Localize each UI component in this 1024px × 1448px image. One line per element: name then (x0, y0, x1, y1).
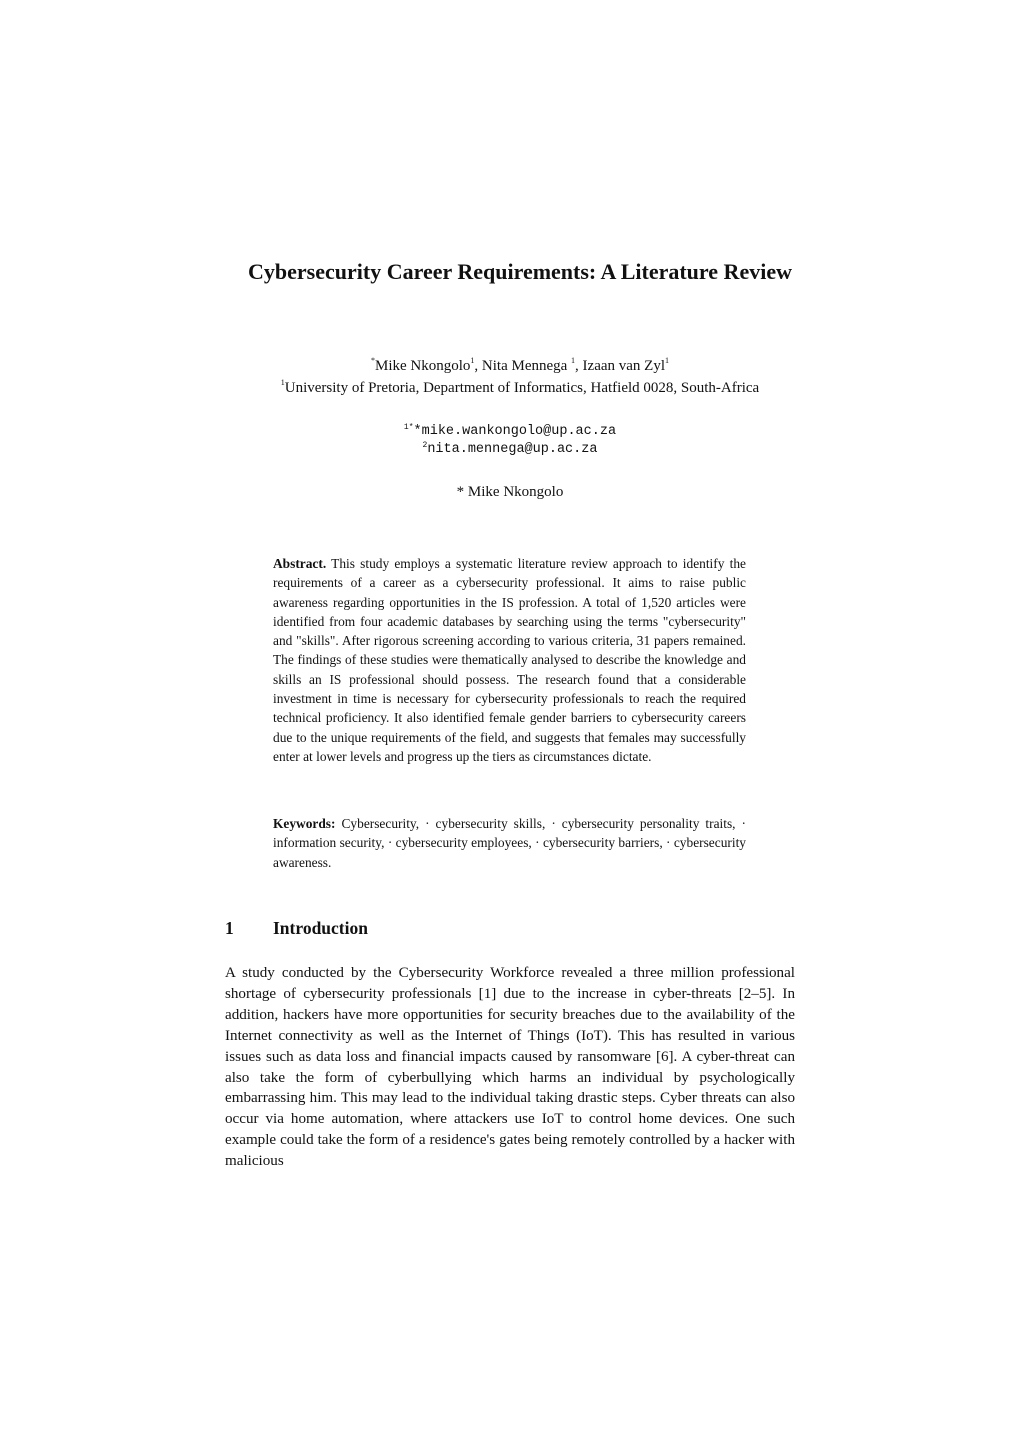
author-name: Nita Mennega (481, 358, 568, 374)
affiliation (150, 378, 890, 399)
author-affiliation-mark: 1 (571, 356, 576, 365)
section-title: Introduction (273, 918, 368, 938)
email-mark: 1* (403, 423, 414, 432)
author-affiliation-mark: 1 (665, 356, 670, 365)
email-line (250, 441, 770, 459)
email-mark: 2 (422, 441, 428, 450)
keywords (273, 814, 746, 872)
email-line (250, 423, 770, 441)
author-separator: , (575, 358, 583, 374)
abstract-label: Abstract. (273, 556, 327, 571)
introduction-paragraph: A study conducted by the Cybersecurity Workforce revealed a three million professional shortage of cybersecurity professionals [1] due to the increase in cyber-threats [2–5]. In addition, hackers have more opportunities for security breaches due to the availability of the Internet connectivity as well as the Internet of Things (IoT). This has resulted in various issues such as data loss and financial impacts caused by ransomware [6]. A cyber-threat can also take the form of cyberbullying which harms an individual by psychologically embarrassing him. This may lead to the individual taking drastic steps. Cyber threats can also occur via home automation, where attackers use IoT to control home devices. One such example could take the form of a residence's gates being remotely controlled by a hacker with malicious (225, 965, 795, 1170)
email-list (250, 423, 770, 459)
author-separator: , (474, 358, 482, 374)
corresponding-author: * Mike Nkongolo (456, 484, 564, 500)
abstract-text: This study employs a systematic literature review approach to identify the requirements of a career as a cybersecurity professional. It aims to raise public awareness regarding opportunities in the IS profession. A total of 1,520 articles were identified from four academic databases by searching using the terms "cybersecurity" and "skills". After rigorous screening according to various criteria, 31 papers remained. The findings of these studies were thematically analysed to describe the knowledge and skills an IS professional should possess. The research found that a considerable investment in time is necessary for cybersecurity professionals to reach the required technical proficiency. It also identified female gender barriers to cybersecurity careers due to the unique requirements of the field, and suggests that females may successfully enter at lower levels and progress up the tiers as circumstances dictate. (273, 556, 746, 764)
corresponding-mark: * (370, 356, 375, 365)
paper-title: Cybersecurity Career Requirements: A Literature Review (248, 259, 792, 284)
author-affiliation-mark: 1 (470, 356, 475, 365)
affiliation-text: University of Pretoria, Department of Informatics, Hatfield 0028, South-Africa (284, 380, 760, 396)
abstract (273, 554, 746, 766)
email-address[interactable]: nita.mennega@up.ac.za (427, 442, 598, 457)
author-name: Mike Nkongolo (374, 358, 471, 374)
author-list (150, 356, 890, 377)
keywords-text: Cybersecurity, · cybersecurity skills, · cybersecurity personality traits, · information security, · cybersecurity employees, · cybersecurity barriers, · cybersecurity awareness. (273, 816, 746, 870)
keywords-label: Keywords: (273, 816, 336, 831)
affiliation-mark: 1 (280, 378, 285, 387)
section-number: 1 (225, 918, 234, 938)
author-name: Izaan van Zyl (582, 358, 666, 374)
section-heading-introduction (225, 916, 795, 940)
email-address[interactable]: *mike.wankongolo@up.ac.za (413, 424, 617, 439)
